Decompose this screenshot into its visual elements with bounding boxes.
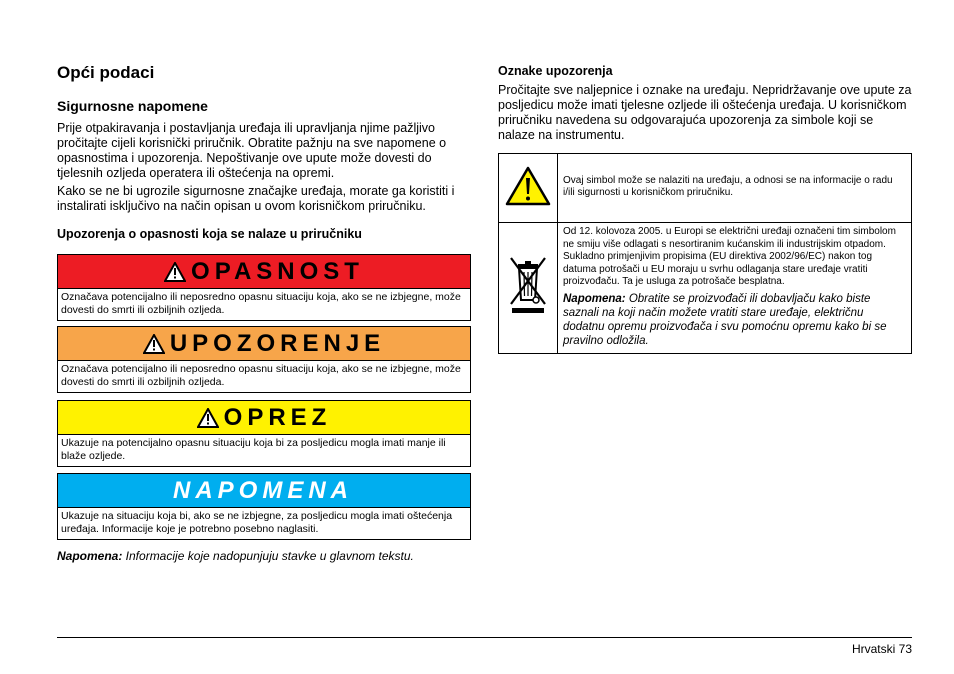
table-row	[499, 154, 912, 223]
section-heading-safety: Sigurnosne napomene	[57, 98, 208, 114]
warning-triangle-icon	[164, 262, 186, 282]
hazard-desc-caution: Ukazuje na potencijalno opasnu situaciju koja bi za posljedicu mogla imati manje ili blaže ozljede.	[61, 437, 446, 462]
hazard-bar-caution	[58, 401, 470, 435]
safety-paragraph-2: Kako se ne bi ugrozile sigurnosne značajke uređaja, morate ga koristiti i instalirati isključivo na način opisan u ovom korisničkom priručniku.	[57, 184, 455, 213]
hazard-bar-warning	[58, 327, 470, 361]
table-cell-text: Ovaj simbol može se nalaziti na uređaju, a odnosi se na informacije o radu i/ili sigurnosti u korisničkom priručniku.	[558, 154, 912, 223]
table-cell-text	[558, 223, 912, 354]
page-title: Opći podaci	[57, 63, 155, 82]
section-heading-labels: Oznake upozorenja	[498, 64, 613, 78]
hazard-box-warning	[57, 326, 471, 393]
note-text: Informacije koje nadopunjuju stavke u glavnom tekstu.	[122, 549, 414, 563]
table-cell-icon	[499, 223, 558, 354]
table-cell-icon	[499, 154, 558, 223]
hazard-word-danger: OPASNOST	[191, 257, 364, 285]
hazard-desc-notice: Ukazuje na situaciju koja bi, ako se ne izbjegne, za posljedicu mogla imati oštećenja uređaja. Informacije koje je potrebno posebno naglasiti.	[61, 510, 453, 535]
weee-description: Od 12. kolovoza 2005. u Europi se električni uređaji označeni tim simbolom ne smiju više odlagati s nesortiranim kućanskim ili industrijskim otpadom. Sukladno primjenjivim propisima (EU direktiva 2002/96/EC) nakon tog datuma potrošači u EU moraju u svrhu odlaganja stare uređaje vratiti proizvođaču. Ta je usluga za potrošače besplatna.	[563, 226, 896, 287]
table-row	[499, 223, 912, 354]
page-number: Hrvatski 73	[851, 642, 912, 656]
hazard-bar-danger	[58, 255, 470, 289]
hazard-bar-notice	[58, 474, 470, 508]
hazard-box-caution	[57, 400, 471, 467]
weee-note-text: Obratite se proizvođači ili dobavljaču kako biste saznali na koji način možete vratiti stare uređaje, električnu dodatnu opremu proizvođača i svu pomoćnu opremu kako bi se pravilno odložila.	[563, 292, 887, 347]
hazard-desc-danger: Označava potencijalno ili neposredno opasnu situaciju koja, ako se ne izbjegne, može dovesti do smrti ili ozbiljnih ozljeda.	[61, 291, 461, 316]
symbols-table	[498, 153, 912, 354]
warning-triangle-icon	[505, 166, 551, 206]
hazard-desc-warning: Označava potencijalno ili neposredno opasnu situaciju koja, ako se ne izbjegne, može dovesti do smrti ili ozbiljnih ozljeda.	[61, 363, 461, 388]
note-label: Napomena:	[57, 549, 123, 563]
weee-note-label: Napomena:	[563, 292, 626, 305]
crossed-bin-icon	[506, 254, 550, 316]
safety-paragraph-1: Prije otpakiravanja i postavljanja uređaja ili upravljanja njime pažljivo pročitajte cijeli korisnički priručnik. Obratite pažnju na sve napomene o opasnostima i upozorenja. Nepoštivanje ove upute može dovesti do tjelesnih ozljeda operatera ili oštećenja na opremi.	[57, 121, 447, 180]
weee-note	[563, 292, 906, 348]
hazard-word-caution: OPREZ	[223, 403, 332, 431]
footer-divider	[57, 637, 912, 638]
hazard-box-notice	[57, 473, 471, 540]
hazard-word-warning: UPOZORENJE	[169, 329, 386, 357]
hazard-box-danger	[57, 254, 471, 321]
warning-triangle-icon	[197, 408, 219, 428]
warning-triangle-icon	[143, 334, 165, 354]
section-heading-hazards: Upozorenja o opasnosti koja se nalaze u priručniku	[57, 227, 362, 241]
hazard-word-notice: NAPOMENA	[173, 476, 354, 504]
labels-paragraph: Pročitajte sve naljepnice i oznake na uređaju. Nepridržavanje ove upute za posljedicu može imati tjelesne ozljede ili oštećenja uređaja. U korisničkom priručniku navedena su odgovarajuća upozorenja za simbole koji se nalaze na instrumentu.	[498, 83, 912, 142]
note-paragraph	[57, 549, 473, 563]
